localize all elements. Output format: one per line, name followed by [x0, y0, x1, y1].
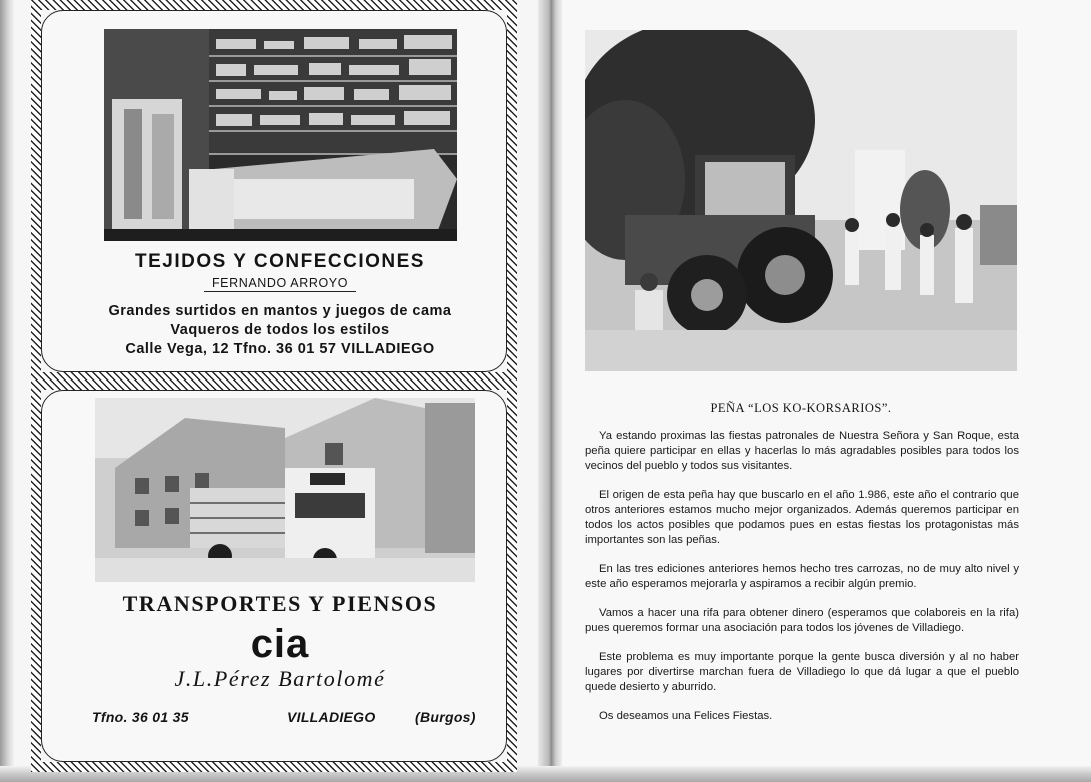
article-paragraph-1: Ya estando proximas las fiestas patronales de Nuestra Señora y San Roque, esta peña quiere participar en ellas y hacerlas lo más agradables posibles para todos los vecinos del pueblo y todos sus visitantes.: [585, 430, 1019, 472]
ad-tejidos-line2: Vaqueros de todos los estilos: [170, 322, 390, 338]
article-title: PEÑA “LOS KO-KORSARIOS”.: [710, 401, 892, 415]
ad-tejidos-title: TEJIDOS Y CONFECCIONES: [135, 251, 425, 272]
article-paragraph-6: Os deseamos una Felices Fiestas.: [599, 710, 773, 722]
book-gutter: [538, 0, 562, 782]
ad-tejidos-address: Calle Vega, 12 Tfno. 36 01 57 VILLADIEGO: [125, 341, 435, 357]
tractor-festival-photo: [585, 30, 1017, 371]
ad-transportes-phone: Tfno. 36 01 35: [92, 709, 189, 725]
truck-building-photo: [95, 398, 475, 582]
ad-tejidos-owner-text: FERNANDO ARROYO: [204, 276, 356, 292]
left-page-edge: [0, 0, 14, 782]
article-paragraph-2: El origen de esta peña hay que buscarlo en el año 1.986, este año el contrario que otros anteriores estamos mucho mejor organizados. Además queremos participar en todos los actos posibles que podamos pues en estas fiestas los protagonistas más importantes son las peñas.: [585, 489, 1019, 546]
ad-tejidos-line1: Grandes surtidos en mantos y juegos de cama: [108, 303, 452, 319]
article-paragraph-5: Este problema es muy importante porque la gente busca diversión y al no haber lugares por divertirse marchan fuera de Villadiego lo que dá lugar a que el pueblo quede desierto y aburrido.: [585, 651, 1019, 693]
ad-transportes-logo: cia: [250, 622, 310, 666]
ad-transportes-town: VILLADIEGO: [287, 709, 376, 725]
shop-interior-photo: [104, 29, 457, 241]
article-paragraph-3: En las tres ediciones anteriores hemos hecho tres carrozas, no de muy alto nivel y este año esperamos mejorarla y aspiramos a recibir algún premio.: [585, 563, 1019, 590]
article-paragraph-4: Vamos a hacer una rifa para obtener dinero (esperamos que colaboreis en la rifa) pues queremos formar una asociación para todos los jóvenes de Villadiego.: [585, 607, 1019, 634]
ad-transportes-owner: J.L.Pérez Bartolomé: [174, 666, 386, 691]
ad-transportes-title: TRANSPORTES Y PIENSOS: [122, 591, 438, 616]
ad-transportes-province: (Burgos): [415, 709, 476, 725]
article-body: [585, 429, 1019, 738]
ad-tejidos-owner: [60, 276, 500, 290]
